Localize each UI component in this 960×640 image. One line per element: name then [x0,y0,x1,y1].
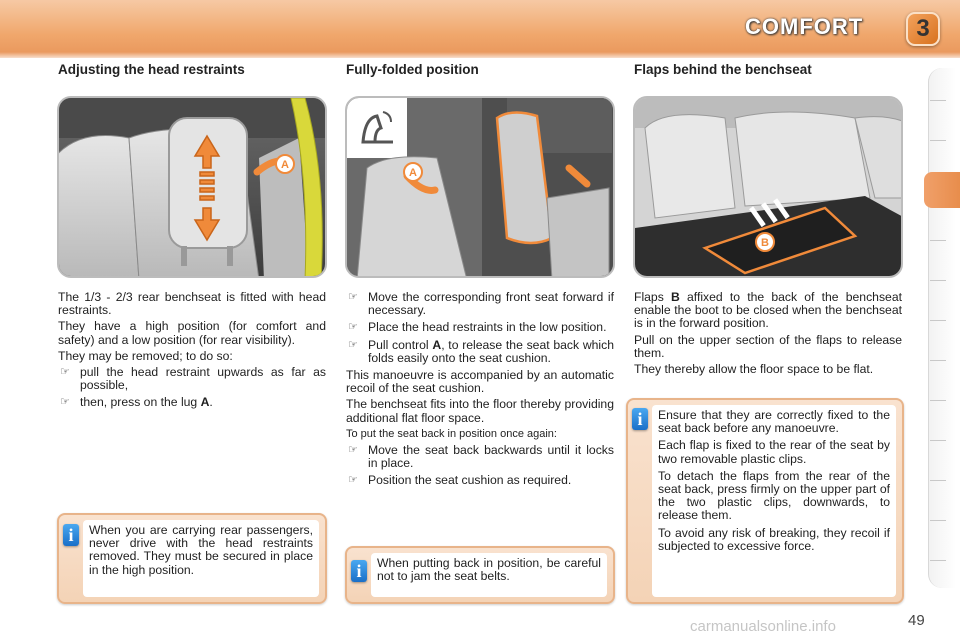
info-text: Ensure that they are correctly fixed to the seat back before any manoeuvre. [658,408,890,436]
paragraph: They thereby allow the floor space to be flat. [634,362,874,377]
paragraph: The 1/3 - 2/3 rear benchseat is fitted with head restraints. [58,290,326,318]
info-icon: i [63,524,79,546]
chapter-tab-divider [930,100,946,101]
section-title-fully-folded: Fully-folded position [346,62,479,77]
section-title-flaps: Flaps behind the benchseat [634,62,812,77]
column-head-restraints [58,291,326,414]
bullet-item: ☞ Move the seat back backwards until it locks in place. [348,443,614,471]
pointing-hand-icon: ☞ [348,444,358,457]
chapter-tab-divider [930,560,946,561]
watermark: carmanualsonline.info [690,618,836,635]
chapter-tab-divider [930,480,946,481]
fully-folded-illustration [345,96,615,278]
info-box-text-area [652,405,896,597]
info-text: When you are carrying rear passengers, never drive with the head restraints removed. They must be secured in place in the high position. [89,523,313,577]
page-number: 49 [908,612,925,629]
chapter-tab-divider [930,280,946,281]
pointing-hand-icon: ☞ [60,366,70,379]
chapter-tab-divider [930,240,946,241]
info-text: To detach the flaps from the rear of the seat back, press firmly on the upper part of the two plastic clips, downwards, to release them. [658,468,890,523]
chapter-tab-divider [930,320,946,321]
paragraph: The benchseat fits into the floor thereby providing additional flat floor space. [346,397,614,425]
chapter-tab-divider [930,360,946,361]
chapter-tab-divider [930,400,946,401]
info-box-seat-belts [345,546,615,604]
flaps-illustration [633,96,903,278]
chapter-tab-divider [930,520,946,521]
pointing-hand-icon: ☞ [348,474,358,487]
pointing-hand-icon: ☞ [60,396,70,409]
pointing-hand-icon: ☞ [348,291,358,303]
chapter-tab-active[interactable] [924,172,960,208]
bullet-item: ☞ Pull control A, to release the seat back which folds easily onto the seat cushion. [348,337,614,365]
paragraph: Pull on the upper section of the flaps to release them. [634,332,902,360]
bullet-item: ☞ Move the corresponding front seat forward if necessary. [348,290,614,318]
info-text: Each flap is fixed to the rear of the seat by two removable plastic clips. [658,438,890,466]
paragraph: They have a high position (for comfort and safety) and a low position (for rear visibility). [58,319,326,347]
chapter-tab-divider [930,440,946,441]
section-title-head-restraints: Adjusting the head restraints [58,62,245,77]
callout-label-a: A [281,159,289,171]
info-box-flaps [626,398,904,604]
info-text: When putting back in position, be careful not to jam the seat belts. [377,556,601,584]
bullet-item: ☞ pull the head restraint upwards as far as possible, [60,365,326,393]
chapter-tab-divider [930,140,946,141]
pointing-hand-icon: ☞ [348,321,358,334]
column-fully-folded [346,291,614,492]
info-box-text-area [371,553,607,597]
info-text: To avoid any risk of breaking, they recoil if subjected to excessive force. [658,525,890,553]
column-flaps [634,291,902,379]
paragraph: To put the seat back in position once again: [346,427,557,440]
head-restraint-illustration [57,96,327,278]
chapter-number-badge: 3 [906,12,940,46]
chapter-tab-strip [928,68,956,588]
paragraph: Flaps B affixed to the back of the benchseat enable the boot to be closed when the benchseat is in the forward position. [634,290,902,331]
paragraph: This manoeuvre is accompanied by an automatic recoil of the seat cushion. [346,368,614,396]
bullet-item: ☞ Position the seat cushion as required. [348,473,572,488]
paragraph: They may be removed; to do so: [58,348,233,363]
bullet-item: ☞ Place the head restraints in the low position. [348,320,607,335]
info-icon: i [351,560,367,582]
chapter-title: COMFORT [745,14,864,39]
info-box-text-area [83,520,319,597]
pointing-hand-icon: ☞ [348,338,358,351]
callout-label-a: A [409,167,417,179]
bullet-item: ☞ then, press on the lug A. [60,395,213,410]
info-icon: i [632,408,648,430]
callout-label-b: B [761,237,769,249]
info-box-passengers [57,513,327,604]
